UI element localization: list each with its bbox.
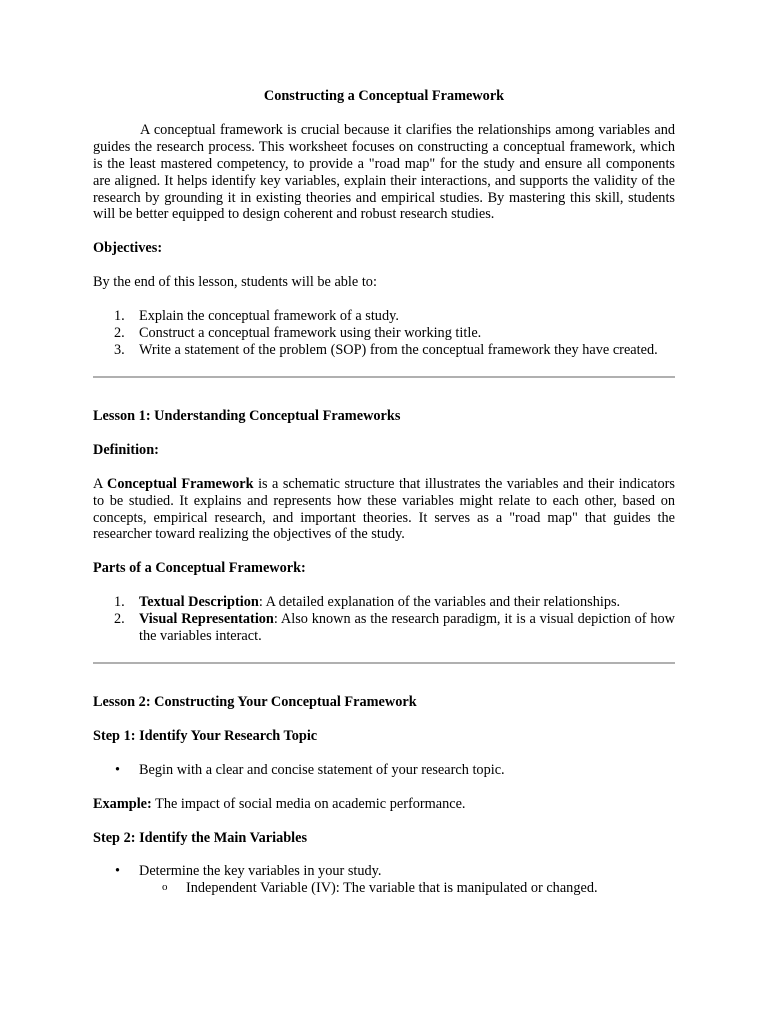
- list-item-text: Construct a conceptual framework using their working title.: [139, 325, 482, 342]
- list-item: [93, 594, 675, 611]
- part-term: Textual Description: [139, 594, 259, 611]
- document-body: [93, 88, 675, 897]
- definition-term: Conceptual Framework: [107, 475, 254, 492]
- list-item: [93, 611, 675, 645]
- bullet-icon: •: [115, 761, 121, 778]
- document-title: Constructing a Conceptual Framework: [263, 88, 505, 104]
- definition-prefix: A: [93, 475, 107, 492]
- step2-list: [93, 863, 675, 897]
- bullet-icon: •: [115, 863, 121, 880]
- lesson1-heading: Lesson 1: Understanding Conceptual Frameworks: [93, 407, 401, 424]
- step2-sublist: [139, 880, 675, 897]
- lesson2-heading: Lesson 2: Constructing Your Conceptual Framework: [93, 693, 417, 710]
- step1-list: [93, 762, 675, 779]
- parts-heading: Parts of a Conceptual Framework:: [93, 560, 306, 577]
- list-item-text: Write a statement of the problem (SOP) from the conceptual framework they have created.: [139, 341, 658, 358]
- objectives-heading: Objectives:: [93, 240, 163, 257]
- list-number: 3.: [114, 341, 125, 358]
- list-number: 1.: [114, 308, 125, 325]
- objectives-lead: By the end of this lesson, students will be able to:: [93, 274, 377, 291]
- example-paragraph: [93, 796, 675, 813]
- part-text: : A detailed explanation of the variables and their relationships.: [258, 594, 621, 611]
- intro-paragraph: A conceptual framework is crucial because it clarifies the relationships among variables and guides the research process. This worksheet focuses on constructing a conceptual framework, which is the least mastered competency, to provide a "road map" for the study and ensure all components are aligned. It helps identify key variables, explain their interactions, and supports the validity of the research by grounding it in existing theories and empirical studies. By mastering this skill, students will be better equipped to design coherent and robust research studies.: [93, 121, 675, 223]
- list-item-text: Determine the key variables in your study.: [139, 863, 382, 880]
- list-item-text: Explain the conceptual framework of a study.: [139, 308, 399, 325]
- list-number: 2.: [114, 325, 125, 342]
- list-number: 2.: [114, 611, 125, 628]
- parts-list: [93, 594, 675, 645]
- list-item: [93, 863, 675, 897]
- example-text: The impact of social media on academic performance.: [151, 795, 466, 812]
- definition-paragraph: [93, 476, 675, 544]
- example-label: Example:: [93, 795, 152, 812]
- list-item: [139, 880, 675, 897]
- sub-bullet-icon: o: [162, 881, 168, 894]
- step1-heading: Step 1: Identify Your Research Topic: [93, 727, 318, 744]
- list-item-text: Independent Variable (IV): The variable that is manipulated or changed.: [186, 880, 598, 897]
- part-term: Visual Representation: [139, 611, 274, 628]
- section-divider: [93, 376, 675, 378]
- list-number: 1.: [114, 594, 125, 611]
- list-item: [93, 325, 675, 342]
- definition-text: is a schematic structure that illustrates the variables and their indicators to be studied. It explains and represents how these variables might relate to each other, based on concepts, empirical research, and important theories. It serves as a "road map" that guides the researcher toward realizing the objectives of the study.: [93, 475, 675, 543]
- section-divider: [93, 662, 675, 664]
- part-text: : Also known as the research paradigm, it is a visual depiction of how the variables interact.: [139, 611, 675, 645]
- list-item: [93, 308, 675, 325]
- list-item: [93, 342, 675, 359]
- step2-heading: Step 2: Identify the Main Variables: [93, 829, 308, 846]
- list-item: [93, 762, 675, 779]
- definition-heading: Definition:: [93, 441, 159, 458]
- objectives-list: [93, 308, 675, 359]
- list-item-text: Begin with a clear and concise statement of your research topic.: [139, 761, 505, 778]
